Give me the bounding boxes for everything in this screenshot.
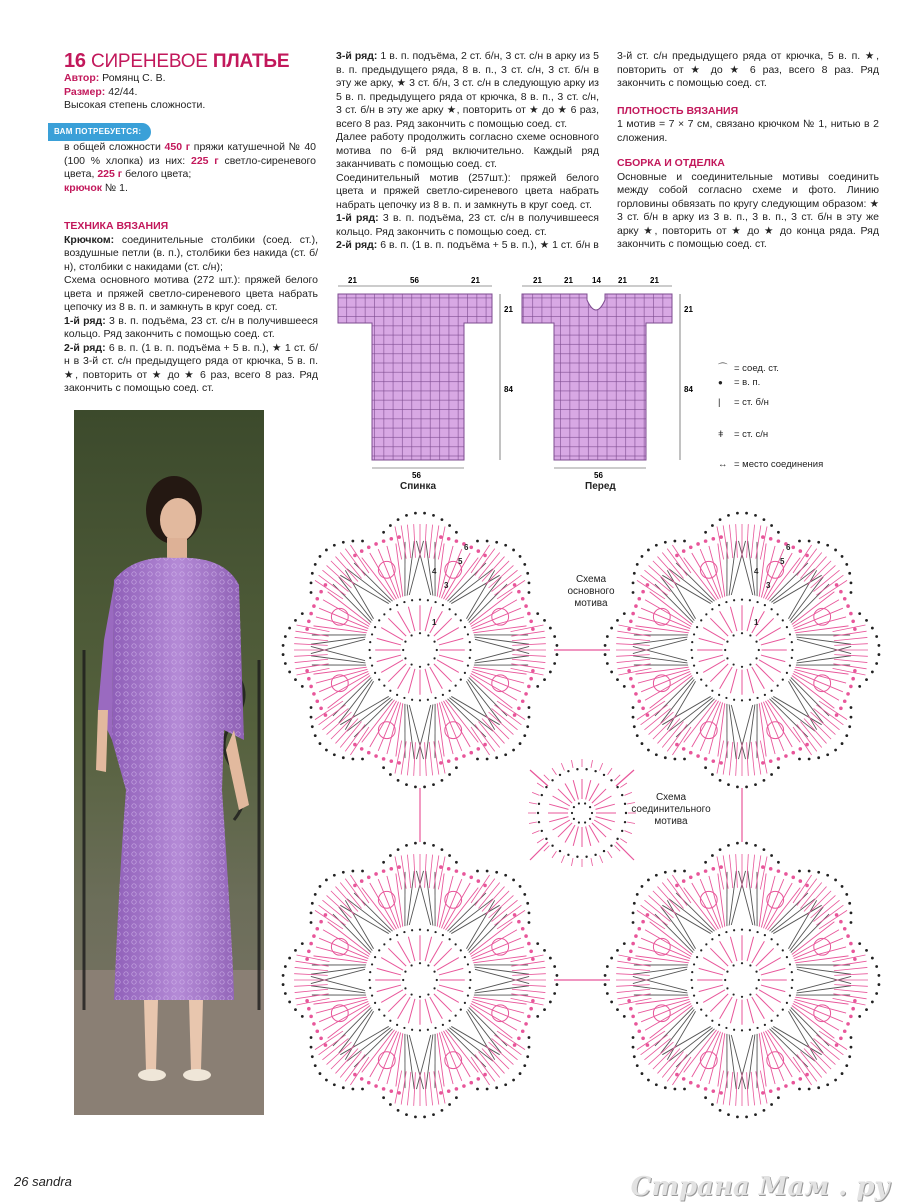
- front-top-4: 21: [618, 276, 627, 285]
- title-word2: ПЛАТЬЕ: [213, 51, 290, 72]
- meta-block: [64, 72, 319, 113]
- need-badge-label: ВАМ ПОТРЕБУЕТСЯ:: [48, 123, 151, 141]
- join-marker: [530, 842, 548, 860]
- legend-dc: = ст. с/н: [734, 429, 768, 440]
- row-number: 5: [780, 557, 785, 566]
- legend-join: = место соединения: [734, 459, 823, 470]
- materials: в общей сложности 450 г пряжи катушечной № 40 (100 % хлопка) из них: 225 г светло-сиреневого цвета, 225 г белого цвета; крючок № 1.: [64, 141, 316, 195]
- technique-heading: ТЕХНИКА ВЯЗАНИЯ: [64, 220, 318, 234]
- column-2: 3-й ряд: 1 в. п. подъёма, 2 ст. б/н, 3 ст. с/н в арку из 5 в. п. предыдущего ряда, 8 в. п., 3 ст. с/н, 3 ст. б/н в эту же арку, ★ 3 ст. б/н, 3 ст. с/н в следующую арку из 5 в. п. предыдущего ряда от крючка, 8 в. п., 3 ст. с/н, 3 ст. б/н в эту же арку ★, повторить от ★ до ★ 6 раз, всего 8 раз. Ряд закончить с помощью соед. ст. Далее работу продолжить согласно схеме основного мотива по 6-й ряд включительно. Каждый ряд заканчивать с помощью соед. ст. Соединительный мотив (257шт.): пряжей белого цвета и пряжей светло-сиреневого цвета набрать набрать цепочку из 8 в. п. и замкнуть в круг соед. ст. 1-й ряд: 3 в. п. подъёма, 23 ст. с/н в получившееся кольцо. Ряд закончить с помощью соед. ст. 2-й ряд: 6 в. п. (1 в. п. подъёма + 5 в. п.), ★ 1 ст. б/н в: [336, 50, 599, 253]
- row-number: 3: [444, 581, 449, 590]
- connect-motif-label: Схема соединительного мотива: [626, 792, 716, 828]
- front-side-top: 21: [684, 305, 693, 314]
- front-caption: Перед: [585, 481, 616, 492]
- main-motif-top-left: [282, 512, 559, 789]
- front-top-3: 14: [592, 276, 601, 285]
- need-badge: [48, 123, 151, 141]
- main-motif-text: Схема основного мотива (272 шт.): пряжей белого цвета и пряжей светло-сиреневого цвета набрать цепочку из 8 в. п. и замкнуть в круг соед. ст.: [64, 274, 318, 315]
- title-word1: СИРЕНЕВОЕ: [91, 51, 208, 72]
- row-number: 1: [754, 618, 759, 627]
- front-top-1: 21: [533, 276, 542, 285]
- main-motif-bottom-right: [604, 842, 881, 1119]
- front-top-2: 21: [564, 276, 573, 285]
- back-top-3: 21: [471, 276, 480, 285]
- join-marker: [530, 770, 548, 786]
- size-value: 42/44.: [108, 86, 137, 98]
- author-label: Автор:: [64, 72, 99, 84]
- size-label: Размер:: [64, 86, 105, 98]
- row-number: 3: [766, 581, 771, 590]
- legend: ⌒ = соед. ст. ● = в. п. | = ст. б/н ǂ = ст. с/н ↔ = место соединения: [718, 362, 888, 472]
- back-side-top: 21: [504, 305, 513, 314]
- legend-ch: = в. п.: [734, 377, 760, 388]
- join-marker: [616, 842, 634, 860]
- back-top-1: 21: [348, 276, 357, 285]
- author-value: Ромянц С. В.: [102, 72, 165, 84]
- legend-sc: = ст. б/н: [734, 397, 769, 408]
- row-number: 4: [754, 567, 759, 576]
- back-schematic: [338, 276, 513, 492]
- technique: ТЕХНИКА ВЯЗАНИЯ Крючком: соединительные столбики (соед. ст.), воздушные петли (в. п.), столбики без накида (ст. б/н), столбики с накидами (ст. с/н); Схема основного мотива (272 шт.): пряжей белого цвета и пряжей светло-сиреневого цвета набрать цепочку из 8 в. п. и замкнуть в круг соед. ст. 1-й ряд: 3 в. п. подъёма, 23 ст. с/н в получившееся кольцо. Ряд закончить с помощью соед. ст. 2-й ряд: 6 в. п. (1 в. п. подъёма + 5 в. п.), ★ 1 ст. б/н в 3-й ст. с/н предыдущего ряда от крючка, 5 в. п. ★, повторить от ★ до ★ 6 раз, всего 8 раз. Ряд закончить с помощью соед. ст.: [64, 220, 318, 396]
- join-marker: [616, 770, 634, 786]
- back-bottom: 56: [412, 471, 421, 480]
- watermark: Страна Мам . ру: [631, 1181, 890, 1195]
- back-top-2: 56: [410, 276, 419, 285]
- page-title: [64, 50, 289, 73]
- difficulty: Высокая степень сложности.: [64, 99, 319, 113]
- front-schematic: [522, 276, 693, 492]
- row-number: 5: [458, 557, 463, 566]
- row-number: 6: [464, 543, 469, 552]
- assembly-heading: СБОРКА И ОТДЕЛКА: [617, 157, 879, 171]
- front-bottom: 56: [594, 471, 603, 480]
- density-heading: ПЛОТНОСТЬ ВЯЗАНИЯ: [617, 105, 879, 119]
- back-caption: Спинка: [400, 481, 436, 492]
- back-side: 84: [504, 385, 513, 394]
- page-footer: 26 sandra: [14, 1175, 72, 1189]
- connecting-motif: [528, 759, 636, 867]
- front-side: 84: [684, 385, 693, 394]
- title-number: 16: [64, 50, 86, 72]
- main-motif-top-right: [604, 512, 881, 789]
- main-motif-label: Схема основного мотива: [556, 574, 626, 610]
- column-3: 3-й ст. с/н предыдущего ряда от крючка, 5 в. п. ★, повторить от ★ до ★ 6 раз, всего 8 раз. Ряд закончить с помощью соед. ст. ПЛОТНОСТЬ ВЯЗАНИЯ 1 мотив = 7 × 7 см, связано крючком № 1, нитью в 2 сложения. СБОРКА И ОТДЕЛКА Основные и соединительные мотивы соединить между собой согласно схеме и фото. Линию горловины обвязать по кругу следующим образом: ★ 3 ст. б/н в арку из 3 в. п., 3 в. п., 3 ст. б/н в эту же арку ★, повторить от ★ до ★ до конца ряда. Ряд закончить с помощью соед. ст.: [617, 50, 879, 252]
- hook-label: крючок: [64, 182, 102, 194]
- front-top-5: 21: [650, 276, 659, 285]
- legend-slst: = соед. ст.: [734, 363, 779, 374]
- garment-schematics: [328, 270, 718, 492]
- dress-photo: [74, 410, 264, 1115]
- row-number: 6: [786, 543, 791, 552]
- row-number: 1: [432, 618, 437, 627]
- row-number: 4: [432, 567, 437, 576]
- main-motif-bottom-left: [282, 842, 559, 1119]
